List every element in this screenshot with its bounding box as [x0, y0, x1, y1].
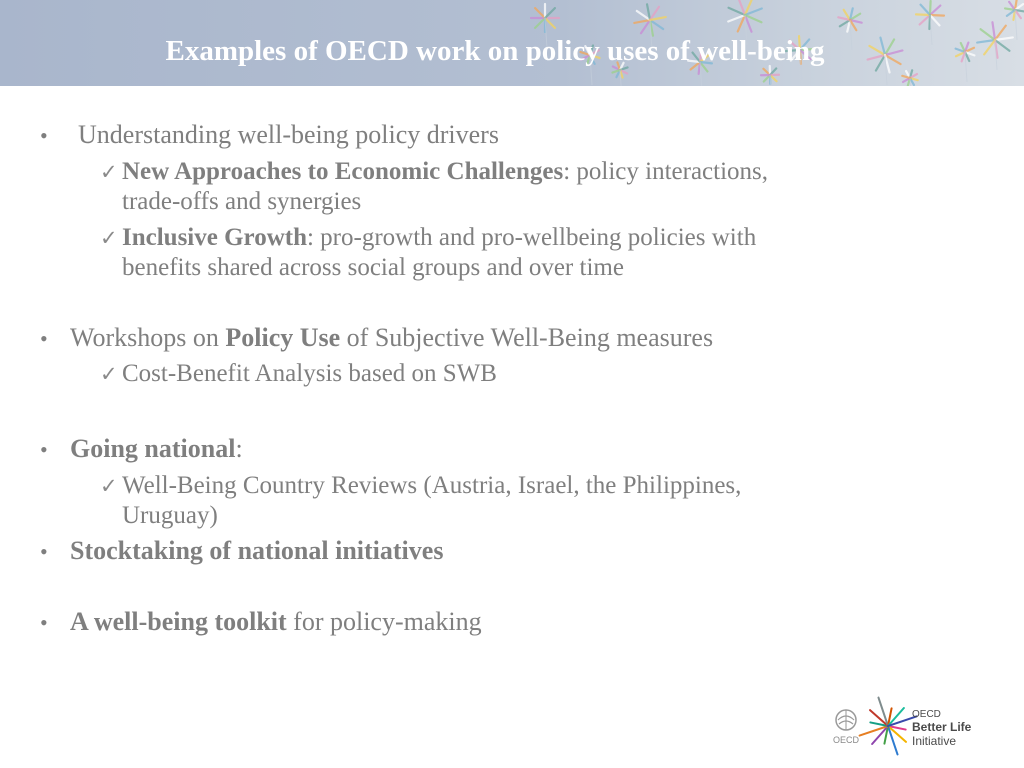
bullet-marker: •	[40, 539, 48, 564]
sub-item-cost-benefit: Cost-Benefit Analysis based on SWB	[122, 360, 497, 387]
sub-item-text: : pro-growth and pro-wellbeing policies with	[306, 224, 757, 251]
sub-item-bold: New Approaches to Economic Challenges	[122, 158, 564, 185]
checkmark-icon: ✓	[100, 160, 118, 184]
bullet-going-national	[70, 434, 243, 464]
oecd-small-label: OECD	[833, 735, 860, 745]
bullet-text: for policy-making	[286, 607, 482, 636]
slide-title: Examples of OECD work on policy uses of well-being	[165, 35, 825, 67]
bullet-understanding-drivers: Understanding well-being policy drivers	[78, 120, 499, 149]
sub-item-continuation: Uruguay)	[122, 502, 218, 529]
logo-line-better-life: Better Life	[912, 720, 972, 734]
bullet-bold: A well-being toolkit	[70, 607, 287, 636]
bullet-stocktaking: Stocktaking of national initiatives	[70, 536, 444, 565]
sub-item-country-reviews: Well-Being Country Reviews (Austria, Israel, the Philippines,	[122, 472, 742, 499]
sub-item-text: : policy interactions,	[563, 158, 769, 185]
bullet-text: of Subjective Well-Being measures	[340, 323, 714, 352]
better-life-flower-icon	[860, 698, 917, 755]
bullet-toolkit	[70, 607, 482, 637]
logo-line-initiative: Initiative	[912, 734, 957, 748]
sub-item-inclusive-growth	[122, 223, 756, 253]
bullet-text: :	[235, 434, 243, 463]
bullet-marker: •	[40, 437, 48, 462]
bullet-marker: •	[40, 123, 48, 148]
sub-item-new-approaches	[122, 157, 768, 187]
sub-item-bold: Inclusive Growth	[122, 224, 307, 251]
bullet-bold: Policy Use	[225, 323, 341, 352]
bullet-marker: •	[40, 326, 48, 351]
bullet-workshops	[70, 323, 713, 353]
bullet-bold: Going national	[70, 434, 236, 463]
oecd-globe-icon	[836, 710, 856, 730]
checkmark-icon: ✓	[100, 362, 118, 386]
logo-line-oecd: OECD	[912, 709, 941, 720]
bullet-marker: •	[40, 610, 48, 635]
checkmark-icon: ✓	[100, 474, 118, 498]
bullet-text: Workshops on	[70, 323, 226, 352]
checkmark-icon: ✓	[100, 226, 118, 250]
sub-item-continuation: trade-offs and synergies	[122, 188, 362, 215]
sub-item-continuation: benefits shared across social groups and over time	[122, 254, 624, 281]
